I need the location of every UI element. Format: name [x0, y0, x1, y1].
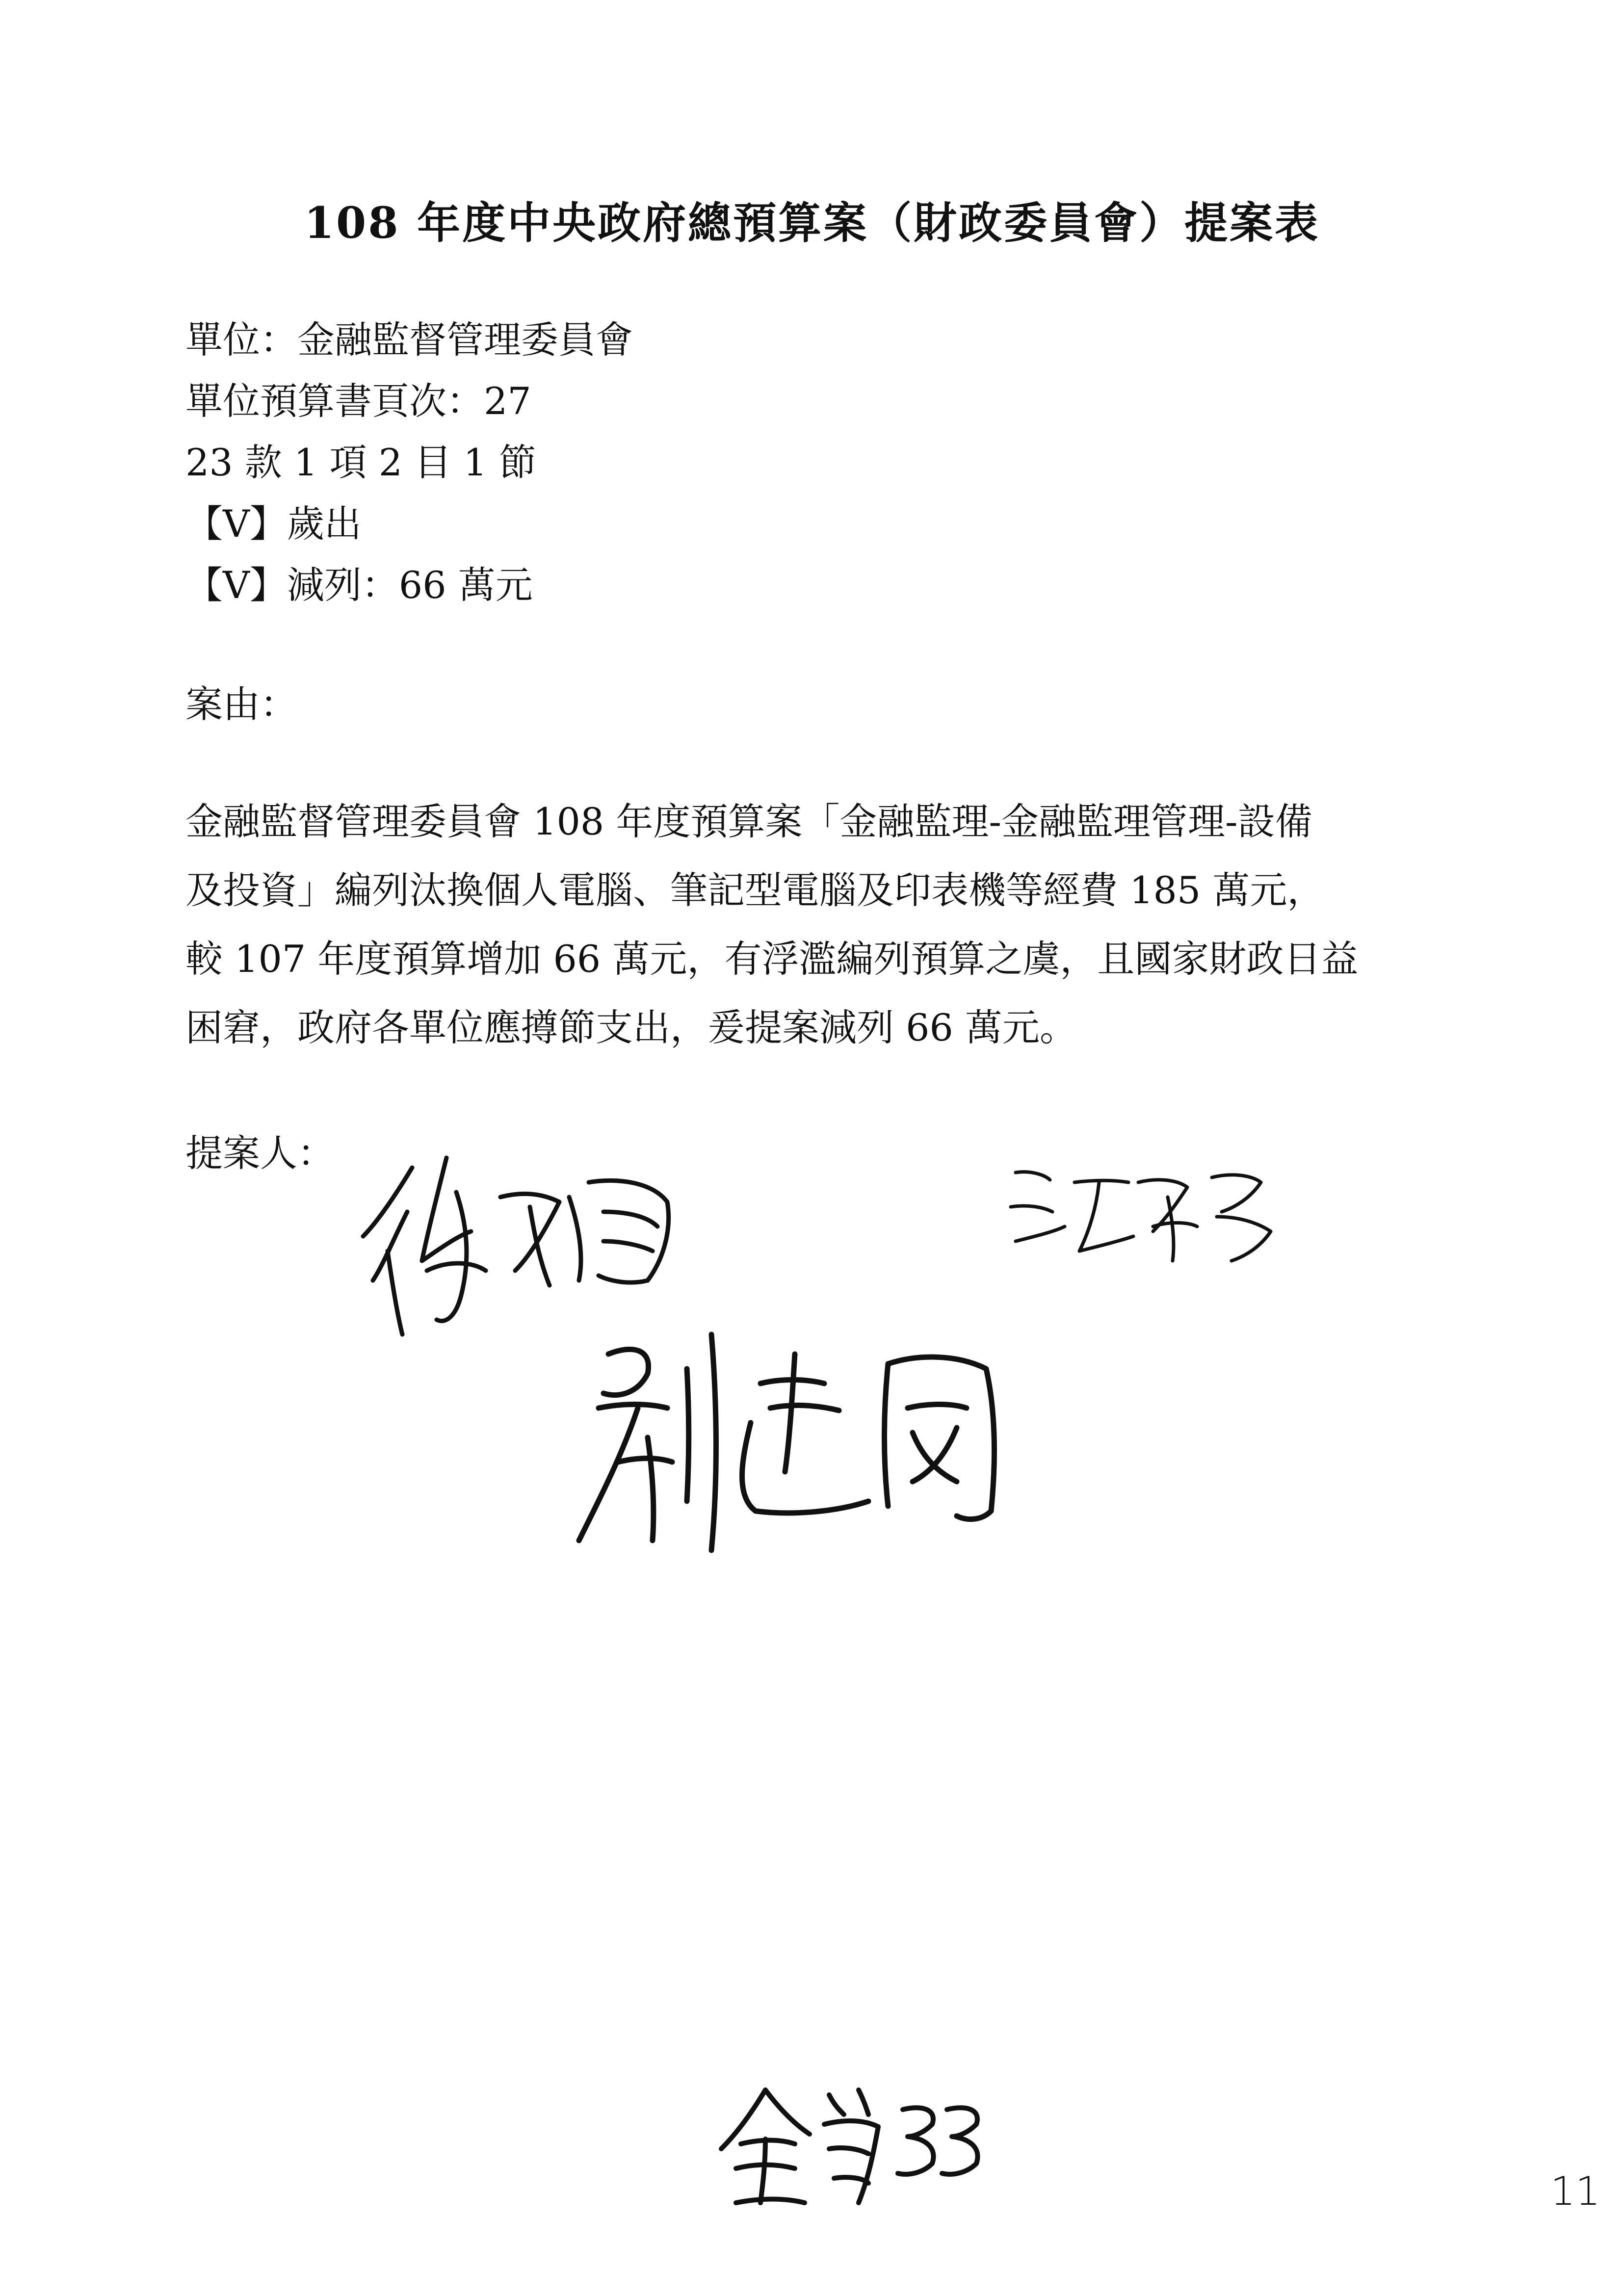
reason-label: 案由： [185, 682, 297, 726]
document-title: 108 年度中央政府總預算案（財政委員會）提案表 [304, 197, 1320, 248]
reason-body [185, 787, 1471, 1062]
reason-line: 金融監督管理委員會 108 年度預算案「金融監理-金融監理管理-設備 [185, 800, 1312, 843]
signature-1 [353, 1138, 697, 1344]
reason-line: 較 107 年度預算增加 66 萬元，有浮濫編列預算之虞，且國家財政日益 [185, 937, 1359, 981]
unit-line: 單位：金融監督管理委員會 [185, 318, 633, 362]
reason-line: 困窘，政府各單位應撙節支出，爰提案減列 66 萬元。 [185, 1006, 1077, 1049]
signature-2 [1006, 1153, 1281, 1271]
signature-3 [564, 1325, 1035, 1560]
expenditure-line: 【V】歲出 [185, 502, 362, 546]
reduction-line: 【V】減列：66 萬元 [185, 563, 533, 607]
budget-page-line: 單位預算書頁次：27 [185, 379, 531, 423]
page-number: 11 [1550, 2168, 1600, 2214]
item-line: 23 款 1 項 2 目 1 節 [185, 441, 536, 484]
reason-line: 及投資」編列汰換個人電腦、筆記型電腦及印表機等經費 185 萬元， [185, 868, 1325, 912]
handwritten-note [716, 2080, 991, 2218]
proposer-label: 提案人： [185, 1131, 335, 1175]
proposal-meta [185, 309, 633, 616]
